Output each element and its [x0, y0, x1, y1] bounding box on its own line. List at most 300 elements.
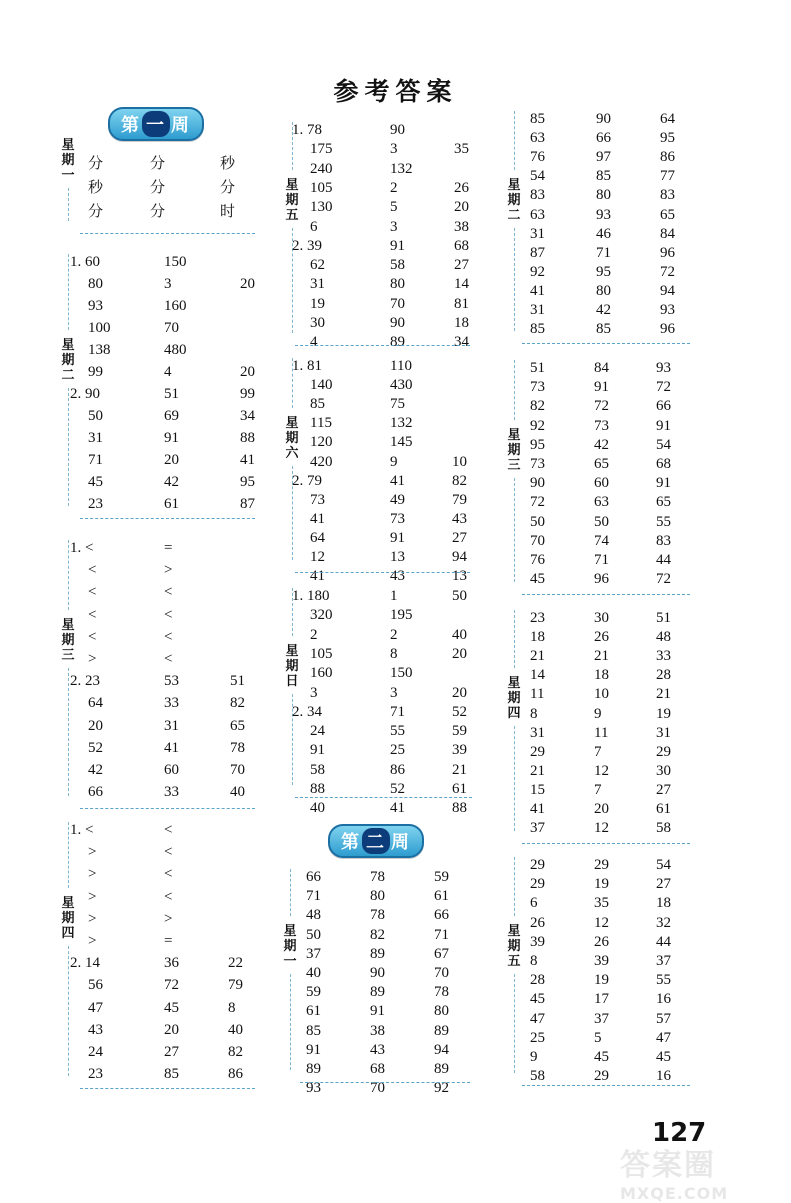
- answer-value: <: [164, 844, 173, 861]
- answer-value: 41: [390, 472, 405, 489]
- answer-value: 13: [452, 568, 467, 585]
- section-divider: [295, 345, 470, 346]
- day-label: [60, 896, 76, 941]
- answer-value: 110: [390, 358, 412, 374]
- answer-value: 69: [164, 408, 179, 424]
- answer-value: 19: [656, 705, 671, 722]
- section-divider-vertical: [514, 726, 515, 831]
- answer-value: 64: [88, 695, 103, 712]
- answer-value: 79: [228, 977, 243, 994]
- answer-value: 52: [390, 781, 405, 797]
- answer-value: 43: [390, 568, 405, 585]
- answer-value: 15: [530, 781, 545, 798]
- answer-value: 34: [240, 408, 255, 424]
- answer-value: 61: [434, 888, 449, 905]
- answer-value: 1. 180: [292, 588, 330, 604]
- answer-value: 18: [594, 667, 609, 684]
- answer-value: 48: [656, 629, 671, 646]
- answer-value: 78: [370, 907, 385, 924]
- answer-value: 92: [530, 263, 545, 280]
- answer-value: 52: [452, 703, 467, 720]
- answer-value: 20: [164, 1021, 179, 1038]
- answer-value: 21: [530, 648, 545, 665]
- day-label-char: 星: [507, 924, 521, 939]
- answer-value: 4: [310, 334, 318, 351]
- answer-value: =: [164, 933, 173, 949]
- answer-value: 72: [660, 263, 675, 280]
- day-label-char: 期: [285, 431, 299, 446]
- answer-value: 2. 79: [292, 472, 322, 489]
- answer-value: 90: [390, 315, 405, 331]
- answer-value: >: [164, 562, 173, 579]
- answer-value: 70: [370, 1080, 385, 1097]
- section-divider: [522, 343, 690, 344]
- answer-value: >: [88, 933, 97, 949]
- answer-value: 72: [164, 977, 179, 994]
- answer-value: 41: [310, 510, 325, 527]
- answer-value: 60: [164, 762, 179, 778]
- answer-value: 95: [660, 130, 675, 147]
- day-label: [506, 428, 522, 473]
- answer-value: 150: [390, 665, 413, 682]
- section-divider-vertical: [514, 857, 515, 916]
- answer-value: 61: [656, 801, 671, 817]
- answer-value: 12: [594, 762, 609, 779]
- answer-value: 80: [596, 187, 611, 204]
- answer-value: 54: [530, 168, 545, 185]
- answer-value: 14: [530, 667, 545, 684]
- answer-value: 51: [164, 386, 179, 402]
- day-label: [60, 618, 76, 663]
- week-one-badge: [108, 107, 204, 141]
- section-divider-vertical: [514, 974, 515, 1073]
- answer-value: 27: [656, 876, 671, 893]
- day-label: [60, 138, 76, 183]
- answer-value: 66: [656, 398, 671, 415]
- answer-value: 58: [656, 820, 671, 837]
- week-badge-char: 周: [391, 832, 411, 853]
- answer-value: 80: [88, 276, 103, 292]
- answer-value: 25: [530, 1029, 545, 1046]
- answer-value: 59: [306, 984, 321, 1001]
- section-divider: [80, 518, 255, 519]
- answer-value: 71: [594, 552, 609, 568]
- answer-value: 31: [656, 724, 671, 741]
- answer-value: 26: [594, 933, 609, 950]
- answer-value: 85: [164, 1066, 179, 1083]
- answer-value: 82: [228, 1044, 243, 1060]
- day-label-char: 三: [507, 458, 521, 473]
- answer-value: 31: [530, 724, 545, 741]
- answer-value: 20: [594, 801, 609, 817]
- answer-value: >: [88, 888, 97, 905]
- answer-value: 65: [660, 206, 675, 223]
- answer-value: 39: [530, 933, 545, 950]
- answer-value: 61: [452, 781, 467, 797]
- answer-value: 1: [390, 588, 398, 604]
- answer-value: 33: [164, 784, 179, 801]
- answer-value: 77: [660, 168, 675, 185]
- day-label-char: 期: [61, 633, 75, 648]
- answer-value: 55: [390, 723, 405, 740]
- answer-value: 12: [594, 914, 609, 931]
- day-label-char: 三: [61, 648, 75, 663]
- answer-value: 94: [660, 282, 675, 299]
- answer-value: 58: [310, 761, 325, 778]
- week-badge-char: 第: [341, 832, 361, 853]
- answer-value: 320: [310, 607, 333, 624]
- answer-value: 21: [452, 761, 467, 778]
- answer-value: 2: [390, 179, 398, 196]
- answer-value: 11: [530, 686, 545, 703]
- answer-value: 44: [656, 552, 671, 568]
- answer-value: 72: [656, 379, 671, 396]
- answer-value: 64: [310, 529, 325, 546]
- answer-value: 30: [656, 762, 671, 779]
- day-label-char: 五: [285, 208, 299, 223]
- answer-value: 38: [370, 1022, 385, 1039]
- day-label-char: 四: [61, 926, 75, 941]
- watermark-url: MXQE.COM: [620, 1184, 729, 1203]
- answer-value: 40: [306, 965, 321, 981]
- answer-value: 分: [150, 156, 166, 172]
- answer-value: 87: [530, 244, 545, 261]
- answer-value: 57: [656, 1010, 671, 1027]
- answer-value: 92: [434, 1080, 449, 1097]
- section-divider-vertical: [514, 478, 515, 582]
- answer-value: 19: [310, 295, 325, 312]
- answer-value: 20: [240, 364, 255, 380]
- section-divider-vertical: [68, 388, 69, 506]
- answer-value: 31: [310, 276, 325, 293]
- day-label-char: 期: [507, 939, 521, 954]
- answer-value: 93: [596, 206, 611, 223]
- answer-value: 9: [594, 705, 602, 722]
- answer-value: 11: [594, 724, 609, 741]
- section-divider-vertical: [290, 974, 291, 1070]
- answer-value: 分: [150, 204, 166, 220]
- answer-value: 99: [240, 386, 255, 402]
- answer-value: 64: [660, 111, 675, 127]
- answer-value: 41: [530, 282, 545, 299]
- day-label-char: 期: [507, 193, 521, 208]
- answer-value: 70: [230, 762, 245, 778]
- answer-value: 50: [88, 408, 103, 424]
- answer-value: 96: [660, 244, 675, 261]
- answer-value: 72: [656, 571, 671, 588]
- answer-value: 150: [164, 254, 187, 270]
- answer-value: 18: [454, 315, 469, 331]
- answer-value: 1. 60: [70, 254, 100, 270]
- section-divider: [80, 1088, 255, 1089]
- day-label-char: 星: [61, 896, 75, 911]
- answer-value: 85: [596, 321, 611, 338]
- section-divider: [522, 1085, 690, 1086]
- answer-value: 94: [452, 549, 467, 565]
- answer-value: 56: [88, 977, 103, 994]
- answer-value: 48: [306, 907, 321, 924]
- section-divider-vertical: [68, 668, 69, 796]
- answer-value: 26: [530, 914, 545, 931]
- answer-value: 90: [370, 965, 385, 981]
- day-label-char: 星: [285, 644, 299, 659]
- answer-value: 45: [530, 571, 545, 588]
- day-label-char: 星: [285, 416, 299, 431]
- answer-value: 70: [390, 295, 405, 312]
- answer-value: 53: [164, 673, 179, 690]
- answer-value: 12: [594, 820, 609, 837]
- answer-value: 72: [530, 494, 545, 511]
- answer-value: 1. 81: [292, 358, 322, 374]
- answer-value: 45: [88, 474, 103, 490]
- answer-value: 80: [596, 282, 611, 299]
- answer-value: 71: [434, 926, 449, 943]
- answer-value: 37: [594, 1010, 609, 1027]
- answer-value: 87: [240, 496, 255, 512]
- answer-value: 21: [594, 648, 609, 665]
- answer-value: 51: [230, 673, 245, 690]
- answer-value: 175: [310, 141, 333, 158]
- answer-value: 80: [370, 888, 385, 905]
- answer-value: 45: [164, 999, 179, 1016]
- answer-value: 41: [310, 568, 325, 585]
- answer-value: 41: [240, 452, 255, 468]
- answer-value: 47: [88, 999, 103, 1016]
- answer-value: 6: [310, 218, 318, 235]
- answer-value: 19: [594, 972, 609, 989]
- section-divider-vertical: [68, 540, 69, 610]
- answer-value: 78: [434, 984, 449, 1001]
- answer-value: 10: [594, 686, 609, 703]
- answer-value: 秒: [220, 156, 236, 172]
- answer-value: <: [88, 562, 97, 579]
- answer-value: 17: [594, 991, 609, 1008]
- answer-value: 50: [530, 513, 545, 530]
- answer-value: 3: [310, 684, 318, 701]
- answer-value: 85: [530, 111, 545, 127]
- answer-value: 89: [370, 945, 385, 962]
- answer-value: 73: [390, 510, 405, 527]
- answer-value: 43: [452, 510, 467, 527]
- answer-value: 27: [452, 529, 467, 546]
- answer-value: 49: [390, 491, 405, 508]
- answer-value: >: [164, 910, 173, 927]
- answer-value: 29: [594, 1068, 609, 1085]
- day-label-char: 二: [61, 368, 75, 383]
- answer-value: 65: [656, 494, 671, 511]
- answer-value: 68: [454, 237, 469, 254]
- answer-value: 91: [310, 742, 325, 759]
- answer-value: 67: [434, 945, 449, 962]
- answer-value: 82: [452, 472, 467, 489]
- answer-value: 34: [454, 334, 469, 351]
- section-divider-vertical: [68, 254, 69, 330]
- answer-value: 97: [596, 149, 611, 166]
- answer-value: 74: [594, 532, 609, 549]
- answer-value: <: [88, 584, 97, 601]
- day-label-char: 六: [285, 446, 299, 461]
- answer-value: 70: [434, 965, 449, 981]
- answer-value: 33: [164, 695, 179, 712]
- answer-value: 秒: [88, 180, 104, 196]
- answer-value: 195: [390, 607, 413, 624]
- answer-value: <: [164, 866, 173, 883]
- answer-value: 95: [530, 436, 545, 453]
- answer-value: 91: [390, 237, 405, 254]
- answer-value: 58: [530, 1068, 545, 1085]
- answer-value: 91: [656, 417, 671, 434]
- answer-value: 10: [452, 453, 467, 470]
- section-divider-vertical: [514, 228, 515, 331]
- answer-value: 90: [530, 475, 545, 492]
- day-label-char: 星: [61, 138, 75, 153]
- answer-value: 4: [164, 364, 172, 380]
- answer-value: 21: [530, 762, 545, 779]
- answer-value: 91: [656, 475, 671, 492]
- section-divider-vertical: [514, 360, 515, 420]
- answer-value: 66: [306, 869, 321, 885]
- answer-value: 40: [230, 784, 245, 801]
- answer-value: 93: [660, 302, 675, 318]
- answer-value: 3: [390, 218, 398, 235]
- answer-value: <: [164, 606, 173, 623]
- answer-value: 40: [452, 626, 467, 643]
- answer-value: 50: [594, 513, 609, 530]
- answer-value: 91: [370, 1003, 385, 1020]
- answer-value: 29: [530, 876, 545, 893]
- answer-value: >: [88, 651, 97, 667]
- answer-value: 41: [164, 739, 179, 756]
- answer-value: 38: [454, 218, 469, 235]
- answer-value: 72: [594, 398, 609, 415]
- answer-value: 85: [310, 396, 325, 413]
- answer-value: 20: [452, 645, 467, 662]
- answer-value: 8: [390, 645, 398, 662]
- answer-value: 68: [656, 456, 671, 472]
- answer-value: 120: [310, 434, 333, 451]
- answer-value: 88: [452, 800, 467, 817]
- answer-value: 96: [594, 571, 609, 588]
- answer-value: 78: [370, 869, 385, 885]
- answer-value: 93: [656, 360, 671, 376]
- answer-value: 86: [390, 761, 405, 778]
- answer-value: 145: [390, 434, 413, 451]
- answer-value: 31: [164, 717, 179, 734]
- answer-value: 39: [452, 742, 467, 759]
- answer-value: 8: [530, 953, 538, 969]
- section-divider: [522, 594, 690, 595]
- answer-value: 3: [164, 276, 172, 292]
- answer-value: 28: [530, 972, 545, 989]
- answer-value: <: [164, 651, 173, 667]
- section-divider-vertical: [68, 188, 69, 221]
- answer-value: 24: [88, 1044, 103, 1060]
- answer-value: 32: [656, 914, 671, 931]
- answer-value: 73: [310, 491, 325, 508]
- answer-value: 时: [220, 204, 236, 220]
- answer-value: 83: [656, 532, 671, 549]
- answer-value: 9: [530, 1049, 538, 1065]
- answer-value: 132: [390, 160, 413, 177]
- section-divider-vertical: [68, 946, 69, 1076]
- answer-value: 95: [240, 474, 255, 490]
- answer-value: 84: [594, 360, 609, 376]
- answer-value: 83: [530, 187, 545, 204]
- section-divider-vertical: [68, 822, 69, 888]
- answer-value: 45: [656, 1049, 671, 1065]
- answer-value: >: [88, 844, 97, 861]
- answer-value: 9: [390, 453, 398, 470]
- answer-value: 91: [164, 430, 179, 446]
- answer-value: 51: [530, 360, 545, 376]
- answer-value: 90: [390, 122, 405, 138]
- answer-value: <: [164, 628, 173, 645]
- answer-value: 96: [660, 321, 675, 338]
- answer-value: 16: [656, 1068, 671, 1085]
- answer-value: 6: [530, 895, 538, 912]
- answer-value: <: [164, 888, 173, 905]
- answer-value: 82: [230, 695, 245, 712]
- answer-value: 105: [310, 645, 333, 662]
- answer-value: 51: [656, 610, 671, 626]
- answer-value: 16: [656, 991, 671, 1008]
- answer-value: 76: [530, 552, 545, 568]
- answer-value: 23: [88, 1066, 103, 1083]
- answer-value: 105: [310, 179, 333, 196]
- answer-value: 81: [454, 295, 469, 312]
- answer-value: 46: [596, 225, 611, 242]
- answer-value: 65: [594, 456, 609, 472]
- answer-value: 18: [656, 895, 671, 912]
- answer-value: <: [88, 628, 97, 645]
- day-label-char: 期: [285, 659, 299, 674]
- answer-value: 65: [230, 717, 245, 734]
- answer-value: 7: [594, 781, 602, 798]
- day-label-char: 星: [285, 178, 299, 193]
- day-label-char: 期: [285, 193, 299, 208]
- answer-value: 30: [594, 610, 609, 626]
- answer-value: 93: [306, 1080, 321, 1097]
- answer-value: 31: [530, 302, 545, 318]
- answer-value: 20: [452, 684, 467, 701]
- answer-value: 99: [88, 364, 103, 380]
- answer-value: 55: [656, 513, 671, 530]
- day-label-char: 期: [283, 939, 297, 954]
- day-label-char: 一: [61, 168, 75, 183]
- answer-value: 42: [164, 474, 179, 490]
- answer-value: 66: [88, 784, 103, 801]
- answer-value: =: [164, 540, 173, 556]
- answer-value: 86: [660, 149, 675, 166]
- answer-value: 54: [656, 857, 671, 873]
- answer-value: 66: [596, 130, 611, 147]
- answer-value: 47: [530, 1010, 545, 1027]
- section-divider-vertical: [514, 610, 515, 668]
- answer-value: 1. <: [70, 540, 94, 556]
- answer-value: 分: [220, 180, 236, 196]
- answer-value: 42: [594, 436, 609, 453]
- answer-value: 2: [390, 626, 398, 643]
- answer-value: 70: [530, 532, 545, 549]
- day-label-char: 星: [507, 178, 521, 193]
- answer-value: 59: [452, 723, 467, 740]
- answer-value: 73: [530, 379, 545, 396]
- day-label: [282, 924, 298, 969]
- answer-value: 90: [596, 111, 611, 127]
- answer-value: 62: [310, 257, 325, 274]
- answer-value: 21: [656, 686, 671, 703]
- answer-value: 40: [228, 1021, 243, 1038]
